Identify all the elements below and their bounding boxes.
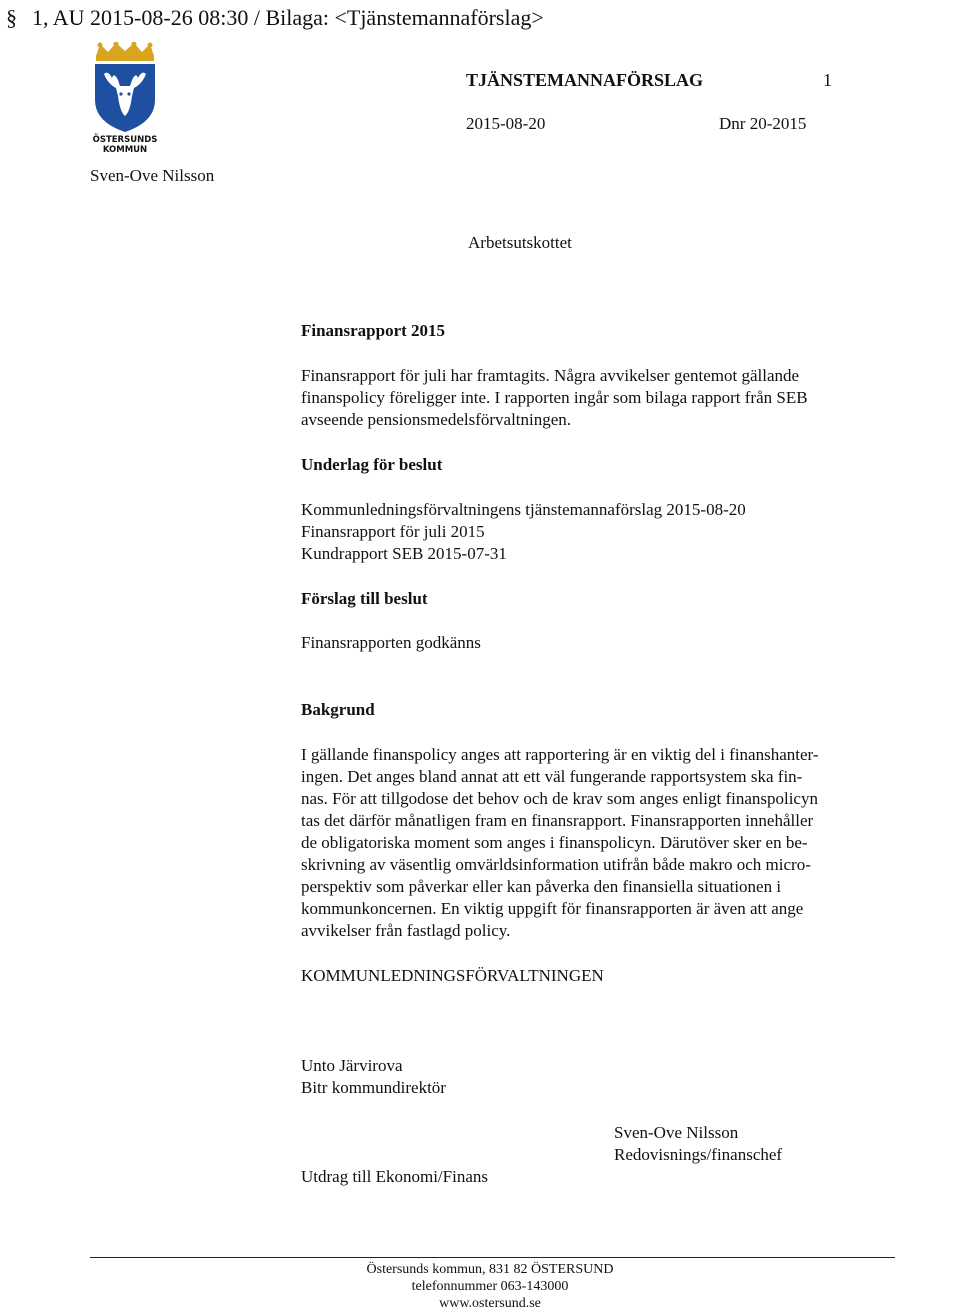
doc-type: TJÄNSTEMANNAFÖRSLAG — [466, 70, 704, 90]
dnr: Dnr 20-2015 — [719, 114, 807, 133]
forslag-heading: Förslag till beslut — [301, 589, 428, 608]
bakgrund-line: kommunkoncernen. En viktig uppgift för finansrapporten är även att ange — [301, 899, 804, 918]
underlag-item: Kommunledningsförvaltningens tjänstemannaförslag 2015-08-20 — [301, 500, 746, 519]
footer-phone: telefonnummer 063-143000 — [411, 1279, 569, 1294]
bakgrund-line: avvikelser från fastlagd policy. — [301, 921, 511, 940]
ostersunds-kommun-logo — [90, 42, 160, 154]
signer2-name: Sven-Ove Nilsson — [614, 1123, 739, 1142]
footer-website: www.ostersund.se — [439, 1296, 541, 1311]
signer1-name: Unto Järvirova — [301, 1056, 403, 1075]
extract-to: Utdrag till Ekonomi/Finans — [301, 1167, 488, 1186]
doc-date: 2015-08-20 — [466, 114, 546, 133]
underlag-item: Kundrapport SEB 2015-07-31 — [301, 544, 507, 563]
bakgrund-line: skrivning av väsentlig omvärldsinformation utifrån både makro och micro- — [301, 855, 811, 874]
bakgrund-line: ingen. Det anges bland annat att ett väl fungerande rapportsystem ska fin- — [301, 767, 803, 786]
banner-title: 1, AU 2015-08-26 08:30 / Bilaga: <Tjänstemannaförslag> — [32, 5, 544, 30]
bakgrund-line: I gällande finanspolicy anges att rapportering är en viktig del i finanshanter- — [301, 745, 819, 764]
document-title: Finansrapport 2015 — [301, 321, 446, 340]
intro-line: Finansrapport för juli har framtagits. Några avvikelser gentemot gällande — [301, 366, 800, 385]
forslag-text: Finansrapporten godkänns — [301, 633, 481, 652]
bakgrund-heading: Bakgrund — [301, 700, 375, 719]
signer2-title: Redovisnings/finanschef — [614, 1145, 783, 1164]
bakgrund-line: nas. För att tillgodose det behov och de krav som anges enligt finanspolicyn — [301, 789, 818, 808]
logo-text-line2: KOMMUN — [102, 145, 148, 155]
section-symbol: § — [6, 5, 17, 30]
underlag-list — [301, 499, 746, 565]
intro-line: avseende pensionsmedelsförvaltningen. — [301, 410, 572, 429]
bakgrund-line: perspektiv som påverkar eller kan påverka den finansiella situationen i — [301, 877, 782, 896]
footer-address: Östersunds kommun, 831 82 ÖSTERSUND — [366, 1262, 614, 1277]
bakgrund-line: tas det därför månatligen fram en finansrapport. Finansrapporten innehåller — [301, 811, 814, 830]
page-number: 1 — [823, 70, 832, 90]
bakgrund-line: de obligatoriska moment som anges i finanspolicyn. Därutöver sker en be- — [301, 833, 808, 852]
department: KOMMUNLEDNINGSFÖRVALTNINGEN — [301, 966, 604, 985]
author: Sven-Ove Nilsson — [90, 166, 215, 185]
recipient: Arbetsutskottet — [468, 233, 572, 252]
intro-paragraph — [301, 365, 808, 431]
intro-line: finanspolicy föreligger inte. I rapporten ingår som bilaga rapport från SEB — [301, 388, 808, 407]
logo-text-line1: ÖSTERSUNDS — [92, 135, 158, 145]
underlag-item: Finansrapport för juli 2015 — [301, 522, 485, 541]
underlag-heading: Underlag för beslut — [301, 455, 443, 474]
bakgrund-paragraph — [301, 744, 819, 942]
signer1-title: Bitr kommundirektör — [301, 1078, 446, 1097]
footer-divider — [90, 1257, 895, 1258]
